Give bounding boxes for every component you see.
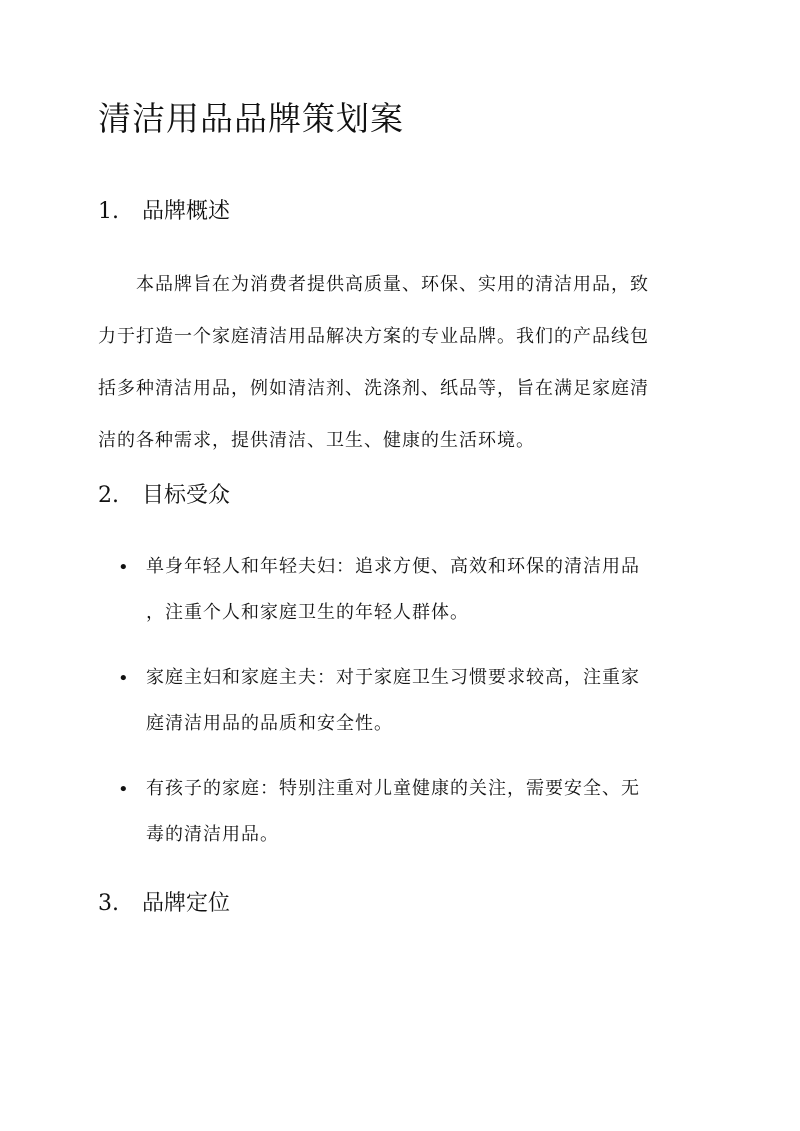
section-number: 3. <box>98 891 119 916</box>
list-item-line: 有孩子的家庭：特别注重对儿童健康的关注，需要安全、无 <box>146 778 640 799</box>
bullet-marker: • <box>118 668 129 689</box>
section-heading-3 <box>98 888 230 920</box>
section-heading-2 <box>98 480 230 512</box>
list-item-line: 庭清洁用品的品质和安全性。 <box>146 713 393 734</box>
bullet-marker: • <box>118 557 129 578</box>
paragraph-line: 本品牌旨在为消费者提供高质量、环保、实用的清洁用品，致 <box>136 274 649 295</box>
list-item-line: 单身年轻人和年轻夫妇：追求方便、高效和环保的清洁用品 <box>146 556 640 577</box>
paragraph-line: 洁的各种需求，提供清洁、卫生、健康的生活环境。 <box>98 430 535 451</box>
section-title: 品牌定位 <box>142 891 231 916</box>
bullet-marker: • <box>118 779 129 800</box>
section-title: 品牌概述 <box>142 199 231 224</box>
document-title: 清洁用品品牌策划案 <box>98 99 404 138</box>
section-title: 目标受众 <box>142 483 231 508</box>
paragraph-line: 括多种清洁用品，例如清洁剂、洗涤剂、纸品等，旨在满足家庭清 <box>98 378 649 399</box>
list-item-line: 家庭主妇和家庭主夫：对于家庭卫生习惯要求较高，注重家 <box>146 667 640 688</box>
section-number: 1. <box>98 199 119 224</box>
list-item-line: 毒的清洁用品。 <box>146 824 279 845</box>
paragraph-line: 力于打造一个家庭清洁用品解决方案的专业品牌。我们的产品线包 <box>98 326 649 347</box>
section-heading-1 <box>98 196 230 228</box>
section-number: 2. <box>98 483 119 508</box>
list-item-line: ，注重个人和家庭卫生的年轻人群体。 <box>146 602 469 623</box>
